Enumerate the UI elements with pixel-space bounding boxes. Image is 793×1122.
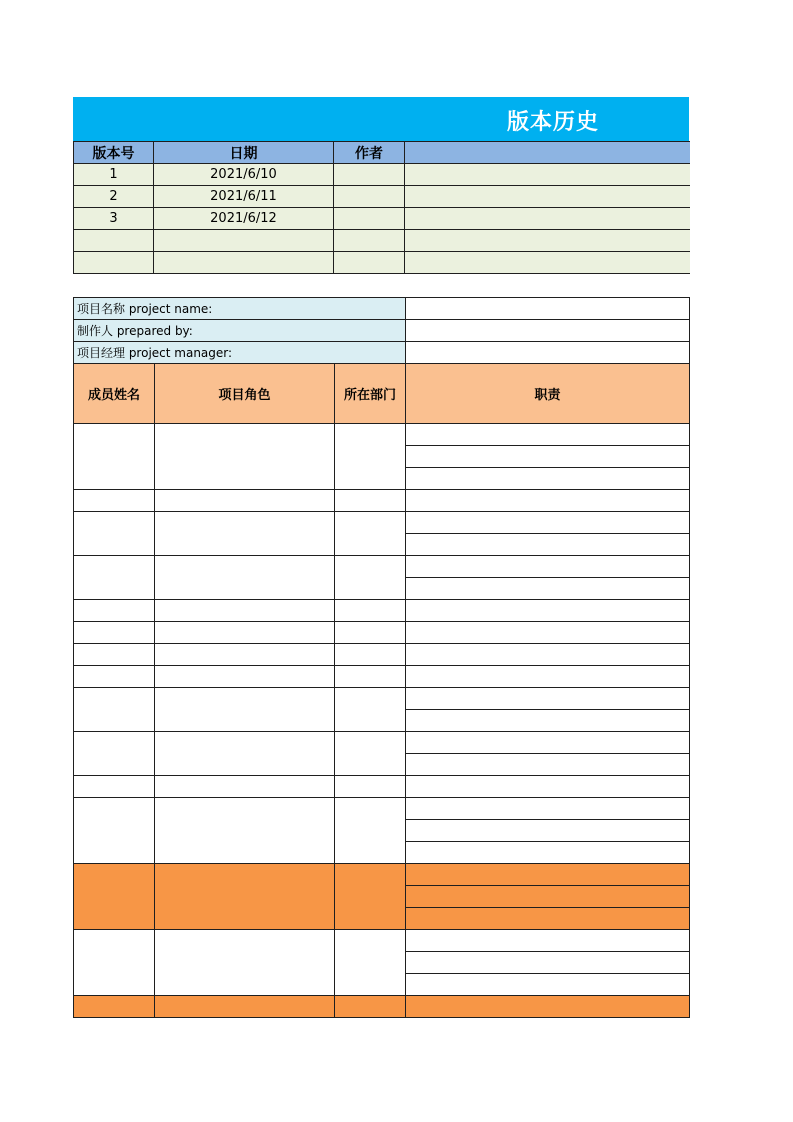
team-member-row	[74, 644, 690, 666]
version-notes-cell[interactable]	[405, 252, 690, 274]
member-duty-cell[interactable]	[406, 644, 690, 666]
version-number-cell[interactable]	[74, 230, 154, 252]
member-role-cell[interactable]	[155, 490, 335, 512]
member-role-cell[interactable]	[155, 996, 335, 1018]
member-dept-cell[interactable]	[335, 996, 406, 1018]
project-info-row	[74, 342, 690, 364]
team-header-row	[74, 364, 690, 424]
member-dept-cell[interactable]	[335, 424, 406, 490]
member-name-cell[interactable]	[74, 622, 155, 644]
team-member-row	[74, 666, 690, 688]
version-number-cell[interactable]	[74, 252, 154, 274]
version-history-banner	[73, 97, 689, 141]
version-date-cell[interactable]	[154, 230, 334, 252]
member-dept-cell[interactable]	[335, 556, 406, 600]
member-role-cell[interactable]	[155, 930, 335, 996]
version-number-cell[interactable]: 1	[74, 164, 154, 186]
project-team-table	[73, 297, 690, 1018]
member-duty-cell[interactable]	[406, 864, 690, 886]
member-role-cell[interactable]	[155, 732, 335, 776]
member-duty-cell[interactable]	[406, 512, 690, 534]
member-duty-cell[interactable]	[406, 996, 690, 1018]
member-duty-cell[interactable]	[406, 908, 690, 930]
member-name-cell[interactable]	[74, 644, 155, 666]
member-dept-cell[interactable]	[335, 776, 406, 798]
member-dept-cell[interactable]	[335, 798, 406, 864]
project-team-section	[73, 297, 689, 1018]
project-manager-value[interactable]	[406, 342, 690, 364]
member-role-cell[interactable]	[155, 776, 335, 798]
header-department: 所在部门	[335, 364, 406, 424]
member-duty-cell[interactable]	[406, 688, 690, 710]
member-name-cell[interactable]	[74, 930, 155, 996]
member-name-cell[interactable]	[74, 798, 155, 864]
member-duty-cell[interactable]	[406, 820, 690, 842]
member-duty-cell[interactable]	[406, 886, 690, 908]
member-name-cell[interactable]	[74, 512, 155, 556]
member-duty-cell[interactable]	[406, 622, 690, 644]
member-duty-cell[interactable]	[406, 798, 690, 820]
version-history-section	[73, 97, 689, 274]
member-duty-cell[interactable]	[406, 534, 690, 556]
member-dept-cell[interactable]	[335, 930, 406, 996]
team-member-row	[74, 600, 690, 622]
member-duty-cell[interactable]	[406, 600, 690, 622]
version-notes-cell[interactable]	[405, 186, 690, 208]
member-name-cell[interactable]	[74, 424, 155, 490]
member-duty-cell[interactable]	[406, 710, 690, 732]
member-duty-cell[interactable]	[406, 468, 690, 490]
member-duty-cell[interactable]	[406, 732, 690, 754]
prepared-by-label: 制作人 prepared by:	[74, 320, 406, 342]
version-row	[74, 252, 690, 274]
member-duty-cell[interactable]	[406, 930, 690, 952]
member-duty-cell[interactable]	[406, 490, 690, 512]
member-duty-cell[interactable]	[406, 754, 690, 776]
version-date-cell[interactable]: 2021/6/11	[154, 186, 334, 208]
member-name-cell[interactable]	[74, 556, 155, 600]
team-member-row	[74, 688, 690, 710]
member-duty-cell[interactable]	[406, 974, 690, 996]
team-member-row-highlighted	[74, 996, 690, 1018]
member-role-cell[interactable]	[155, 798, 335, 864]
member-dept-cell[interactable]	[335, 688, 406, 732]
member-dept-cell[interactable]	[335, 864, 406, 930]
member-name-cell[interactable]	[74, 688, 155, 732]
version-author-cell[interactable]	[334, 186, 405, 208]
member-duty-cell[interactable]	[406, 446, 690, 468]
version-row	[74, 164, 690, 186]
version-notes-cell[interactable]	[405, 164, 690, 186]
team-member-row-highlighted	[74, 864, 690, 886]
member-dept-cell[interactable]	[335, 600, 406, 622]
version-number-cell[interactable]: 3	[74, 208, 154, 230]
member-name-cell[interactable]	[74, 600, 155, 622]
version-row	[74, 208, 690, 230]
version-history-table	[73, 141, 690, 274]
member-name-cell[interactable]	[74, 666, 155, 688]
member-role-cell[interactable]	[155, 424, 335, 490]
team-member-row	[74, 798, 690, 820]
project-name-value[interactable]	[406, 298, 690, 320]
version-author-cell[interactable]	[334, 252, 405, 274]
version-date-cell[interactable]: 2021/6/12	[154, 208, 334, 230]
prepared-by-value[interactable]	[406, 320, 690, 342]
header-member-name: 成员姓名	[74, 364, 155, 424]
member-duty-cell[interactable]	[406, 776, 690, 798]
member-name-cell[interactable]	[74, 776, 155, 798]
version-author-cell[interactable]	[334, 208, 405, 230]
member-duty-cell[interactable]	[406, 424, 690, 446]
member-duty-cell[interactable]	[406, 842, 690, 864]
member-dept-cell[interactable]	[335, 732, 406, 776]
version-notes-cell[interactable]	[405, 230, 690, 252]
project-name-label: 项目名称 project name:	[74, 298, 406, 320]
member-name-cell[interactable]	[74, 864, 155, 930]
team-member-row	[74, 556, 690, 578]
team-member-row	[74, 930, 690, 952]
version-row	[74, 230, 690, 252]
header-notes	[405, 142, 690, 164]
member-role-cell[interactable]	[155, 666, 335, 688]
version-history-title: 版本历史	[507, 110, 600, 135]
member-dept-cell[interactable]	[335, 666, 406, 688]
version-date-cell[interactable]: 2021/6/10	[154, 164, 334, 186]
team-member-row	[74, 732, 690, 754]
team-member-row	[74, 424, 690, 446]
member-name-cell[interactable]	[74, 490, 155, 512]
version-header-row	[74, 142, 690, 164]
member-name-cell[interactable]	[74, 996, 155, 1018]
member-duty-cell[interactable]	[406, 952, 690, 974]
member-dept-cell[interactable]	[335, 644, 406, 666]
version-author-cell[interactable]	[334, 230, 405, 252]
member-role-cell[interactable]	[155, 688, 335, 732]
team-member-row	[74, 512, 690, 534]
project-manager-label: 项目经理 project manager:	[74, 342, 406, 364]
header-version-number: 版本号	[74, 142, 154, 164]
header-date: 日期	[154, 142, 334, 164]
project-info-row	[74, 298, 690, 320]
team-member-row	[74, 490, 690, 512]
team-member-row	[74, 776, 690, 798]
version-row	[74, 186, 690, 208]
header-project-role: 项目角色	[155, 364, 335, 424]
header-responsibilities: 职责	[406, 364, 690, 424]
member-role-cell[interactable]	[155, 512, 335, 556]
version-notes-cell[interactable]	[405, 208, 690, 230]
version-author-cell[interactable]	[334, 164, 405, 186]
member-dept-cell[interactable]	[335, 622, 406, 644]
member-role-cell[interactable]	[155, 644, 335, 666]
member-duty-cell[interactable]	[406, 556, 690, 578]
member-duty-cell[interactable]	[406, 666, 690, 688]
project-info-row	[74, 320, 690, 342]
member-role-cell[interactable]	[155, 600, 335, 622]
version-date-cell[interactable]	[154, 252, 334, 274]
version-number-cell[interactable]: 2	[74, 186, 154, 208]
member-role-cell[interactable]	[155, 556, 335, 600]
member-dept-cell[interactable]	[335, 512, 406, 556]
header-author: 作者	[334, 142, 405, 164]
member-duty-cell[interactable]	[406, 578, 690, 600]
member-role-cell[interactable]	[155, 864, 335, 930]
member-dept-cell[interactable]	[335, 490, 406, 512]
member-role-cell[interactable]	[155, 622, 335, 644]
team-member-row	[74, 622, 690, 644]
member-name-cell[interactable]	[74, 732, 155, 776]
